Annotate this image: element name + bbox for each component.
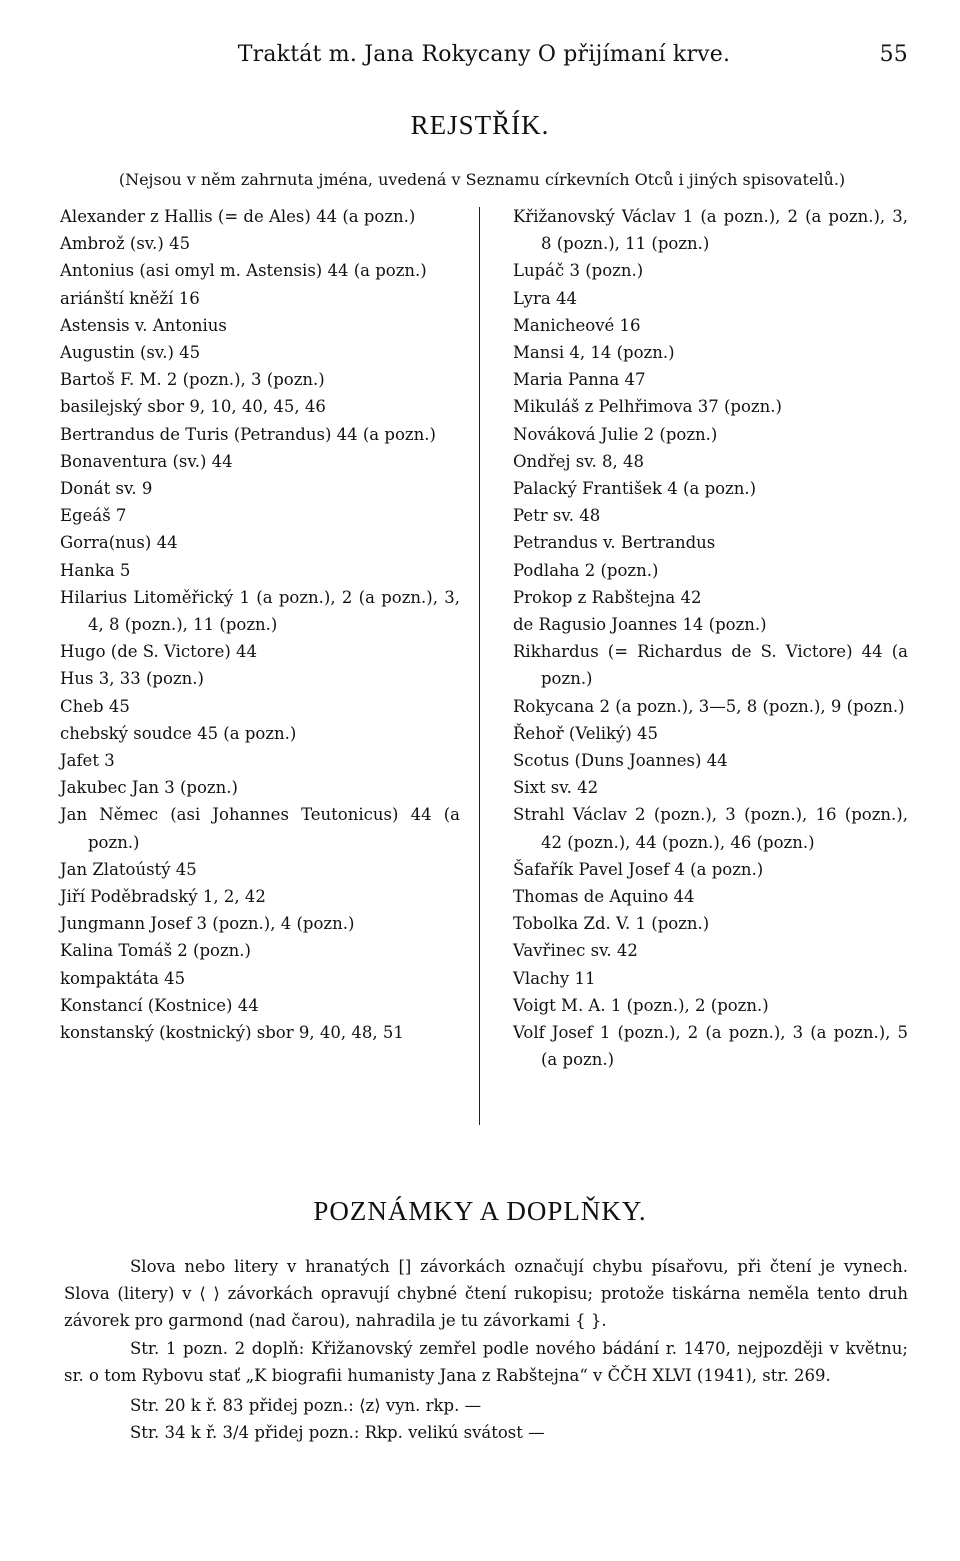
index-entry: Scotus (Duns Joannes) 44 — [513, 751, 728, 771]
running-head — [60, 42, 908, 76]
index-entry: de Ragusio Joannes 14 (pozn.) — [513, 615, 767, 635]
index-entry: Lyra 44 — [513, 288, 577, 308]
index-entry: Bertrandus de Turis (Petrandus) 44 (a pozn.) — [60, 424, 436, 444]
index-entry: Petrandus v. Bertrandus — [513, 533, 716, 553]
index-entry: Ondřej sv. 8, 48 — [513, 451, 645, 471]
index-heading: REJSTŘÍK. — [410, 110, 550, 140]
index-entry: Rokycana 2 (a pozn.), 3—5, 8 (pozn.), 9 (pozn.) — [513, 696, 905, 716]
page-number: 55 — [879, 42, 908, 67]
index-entry: Egeáš 7 — [60, 506, 127, 526]
notes-body — [64, 1253, 908, 1446]
index-entry: Manicheové 16 — [513, 315, 641, 335]
index-left-column — [60, 203, 460, 1046]
index-entry: Hilarius Litoměřický 1 (a pozn.), 2 (a pozn.), 3, 4, 8 (pozn.), 11 (pozn.) — [60, 587, 460, 635]
running-head-title: Traktát m. Jana Rokycany O přijímaní krve. — [237, 42, 731, 67]
index-entry: Křižanovský Václav 1 (a pozn.), 2 (a pozn.), 3, 8 (pozn.), 11 (pozn.) — [513, 207, 908, 254]
index-entry: Bartoš F. M. 2 (pozn.), 3 (pozn.) — [60, 370, 325, 390]
column-divider — [479, 207, 480, 1125]
index-entry: Astensis v. Antonius — [60, 315, 227, 335]
index-entry: Jakubec Jan 3 (pozn.) — [60, 778, 238, 798]
index-entry: Jan Němec (asi Johannes Teutonicus) 44 (a pozn.) — [60, 805, 460, 852]
index-entry: Voigt M. A. 1 (pozn.), 2 (pozn.) — [513, 995, 769, 1015]
index-entry: Podlaha 2 (pozn.) — [513, 560, 659, 580]
index-entry: Vavřinec sv. 42 — [513, 941, 638, 961]
index-entry: Petr sv. 48 — [513, 506, 601, 526]
index-entry: Gorra(nus) 44 — [60, 533, 178, 553]
index-entry: Hus 3, 33 (pozn.) — [60, 669, 204, 689]
notes-heading: POZNÁMKY A DOPLŇKY. — [313, 1196, 647, 1226]
index-entry: chebský soudce 45 (a pozn.) — [60, 723, 297, 743]
index-entry: Šafařík Pavel Josef 4 (a pozn.) — [513, 859, 764, 879]
index-entry: Prokop z Rabštejna 42 — [513, 587, 702, 607]
index-entry: Jan Zlatoústý 45 — [60, 859, 197, 879]
index-entry: Antonius (asi omyl m. Astensis) 44 (a pozn.) — [60, 261, 427, 281]
index-entry: Augustin (sv.) 45 — [60, 343, 201, 363]
index-entry: Sixt sv. 42 — [513, 778, 599, 798]
index-entry: Kalina Tomáš 2 (pozn.) — [60, 941, 251, 961]
index-entry: Rikhardus (= Richardus de S. Victore) 44 (a pozn.) — [513, 642, 908, 689]
index-entry: Hanka 5 — [60, 560, 131, 580]
index-entry: Řehoř (Veliký) 45 — [513, 723, 659, 743]
index-entry: Maria Panna 47 — [513, 370, 646, 390]
index-entry: Vlachy 11 — [513, 968, 596, 988]
index-entry: basilejský sbor 9, 10, 40, 45, 46 — [60, 397, 326, 417]
index-entry: Alexander z Hallis (= de Ales) 44 (a pozn.) — [60, 207, 416, 226]
index-entry: ariánští kněží 16 — [60, 288, 200, 308]
index-entry: Jafet 3 — [60, 751, 115, 771]
notes-paragraph: Str. 20 k ř. 83 přidej pozn.: ⟨z⟩ vyn. rkp. — — [130, 1396, 482, 1416]
index-entry: Jungmann Josef 3 (pozn.), 4 (pozn.) — [60, 914, 355, 934]
index-entry: Nováková Julie 2 (pozn.) — [513, 424, 718, 444]
index-entry: konstanský (kostnický) sbor 9, 40, 48, 51 — [60, 1023, 404, 1043]
index-note: (Nejsou v něm zahrnuta jména, uvedená v Seznamu církevních Otců i jiných spisovatelů.) — [118, 170, 846, 189]
index-entry: Mansi 4, 14 (pozn.) — [513, 343, 675, 363]
index-right-column — [513, 203, 908, 1074]
index-entry: kompaktáta 45 — [60, 968, 186, 988]
index-entry: Bonaventura (sv.) 44 — [60, 451, 233, 471]
index-entry: Konstancí (Kostnice) 44 — [60, 995, 259, 1015]
index-entry: Cheb 45 — [60, 696, 130, 716]
index-entry: Strahl Václav 2 (pozn.), 3 (pozn.), 16 (pozn.), 42 (pozn.), 44 (pozn.), 46 (pozn.) — [513, 805, 908, 852]
index-entry: Volf Josef 1 (pozn.), 2 (a pozn.), 3 (a pozn.), 5 (a pozn.) — [513, 1023, 908, 1070]
index-entry: Donát sv. 9 — [60, 479, 153, 499]
index-entry: Lupáč 3 (pozn.) — [513, 261, 644, 281]
notes-paragraph: Slova nebo litery v hranatých [] závorkách označují chybu písařovu, při čtení je vynech. Slova (litery) v ⟨ ⟩ závorkách opravují chybné čtení rukopisu; protože tiskárna neměla tento druh závorek pro garmond (nad čarou), nahradila je tu závorkami { }. — [64, 1257, 908, 1331]
notes-paragraph: Str. 1 pozn. 2 doplň: Křižanovský zemřel podle nového bádání r. 1470, nejpozději v květnu; sr. o tom Rybovu stať „K biografii humanisty Jana z Rabštejna“ v ČČH XLVI (1941), str. 269. — [64, 1338, 908, 1385]
index-entry: Hugo (de S. Victore) 44 — [60, 642, 258, 662]
index-entry: Thomas de Aquino 44 — [513, 887, 695, 907]
notes-paragraph: Str. 34 k ř. 3/4 přidej pozn.: Rkp. velikú svátost — — [130, 1423, 545, 1443]
index-entry: Mikuláš z Pelhřimova 37 (pozn.) — [513, 397, 782, 417]
index-entry: Ambrož (sv.) 45 — [60, 234, 191, 254]
index-entry: Tobolka Zd. V. 1 (pozn.) — [513, 914, 710, 934]
index-entry: Jiří Poděbradský 1, 2, 42 — [60, 887, 266, 907]
index-entry: Palacký František 4 (a pozn.) — [513, 479, 757, 499]
